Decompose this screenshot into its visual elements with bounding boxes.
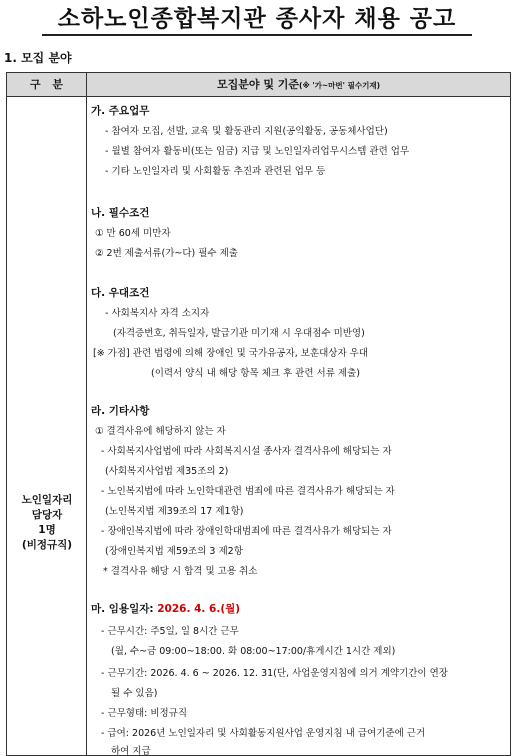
list-item: - 노인복지법에 따라 노인학대관련 범죄에 따른 결격사유가 해당되는 자	[101, 486, 395, 497]
list-item: [※ 가점] 관련 법령에 의해 장애인 및 국가유공자, 보훈대상자 우대	[93, 348, 368, 359]
appointment-heading	[91, 601, 240, 616]
list-item: (자격증번호, 취득일자, 발급기관 미기재 시 우대점수 미반영)	[113, 328, 365, 339]
list-item: * 결격사유 해당 시 합격 및 고용 취소	[103, 566, 258, 577]
role-line: 담당자	[31, 509, 63, 521]
header-criteria-label: 모집분야 및 기준	[216, 78, 300, 91]
criteria-cell	[87, 97, 510, 755]
list-item: - 장애인복지법에 따라 장애인학대범죄에 따른 결격사유가 해당되는 자	[101, 526, 392, 537]
list-item: ① 만 60세 미만자	[95, 228, 171, 239]
list-item: - 참여자 모집, 선발, 교육 및 활동관리 지원(공익활동, 공동체사업단)	[105, 126, 388, 137]
page-title: 소하노인종합복지관 종사자 채용 공고	[57, 6, 457, 32]
list-item: (장애인복지법 제59조의 3 제2항	[105, 546, 243, 557]
header-category: 구 분	[7, 73, 87, 97]
other-heading: 라. 기타사항	[91, 405, 150, 417]
list-item: - 급여: 2026년 노인일자리 및 사회활동지원사업 운영지침 내 급여기준에 근거	[101, 728, 426, 739]
list-item: 하여 지급	[111, 746, 151, 756]
recruitment-table	[6, 72, 511, 756]
list-item: - 사회복지사업법에 따라 사회복지시설 종사자 결격사유에 해당되는 자	[101, 446, 392, 457]
list-item: (월, 수~금 09:00~18:00. 화 08:00~17:00/휴게시간 1시간 제외)	[111, 646, 396, 657]
list-item: - 근무기간: 2026. 4. 6 ~ 2026. 12. 31(단, 사업운영지침에 의거 계약기간이 연장	[101, 668, 448, 679]
duties-heading: 가. 주요업무	[91, 105, 150, 117]
list-item: ② 2번 제출서류(가~다) 필수 제출	[95, 248, 238, 259]
appointment-label: 마. 임용일자:	[91, 603, 158, 615]
list-item: (사회복지사업법 제35조의 2)	[105, 466, 229, 477]
requirements-heading: 나. 필수조건	[91, 207, 150, 219]
section-heading: 1. 모집 분야	[4, 51, 72, 65]
list-item: 될 수 있음)	[111, 688, 158, 699]
list-item: - 기타 노인일자리 및 사회활동 추진과 관련된 업무 등	[105, 166, 326, 177]
header-criteria	[87, 73, 510, 97]
list-item: (이력서 양식 내 해당 항목 체크 후 관련 서류 제출)	[151, 368, 360, 379]
preferences-heading: 다. 우대조건	[91, 287, 150, 299]
list-item: ① 결격사유에 해당하지 않는 자	[95, 426, 226, 437]
role-line: 노인일자리	[21, 494, 73, 506]
title-block	[42, 4, 472, 36]
list-item: - 월별 참여자 활동비(또는 임금) 지급 및 노인일자리업무시스템 관련 업무	[105, 146, 410, 157]
appointment-date: 2026. 4. 6.(월)	[157, 603, 241, 615]
role-line: (비정규직)	[21, 539, 73, 551]
role-line: 1명	[38, 524, 56, 536]
header-note: (※ '가~마번' 필수기재)	[299, 81, 380, 90]
list-item: (노인복지법 제39조의 17 제1항)	[105, 506, 244, 517]
list-item: - 근무형태: 비정규직	[101, 708, 188, 719]
list-item: - 근무시간: 주5일, 일 8시간 근무	[101, 626, 239, 637]
table-header	[7, 73, 510, 97]
role-label	[7, 493, 87, 553]
list-item: - 사회복지사 자격 소지자	[105, 308, 210, 319]
category-cell	[7, 97, 87, 755]
